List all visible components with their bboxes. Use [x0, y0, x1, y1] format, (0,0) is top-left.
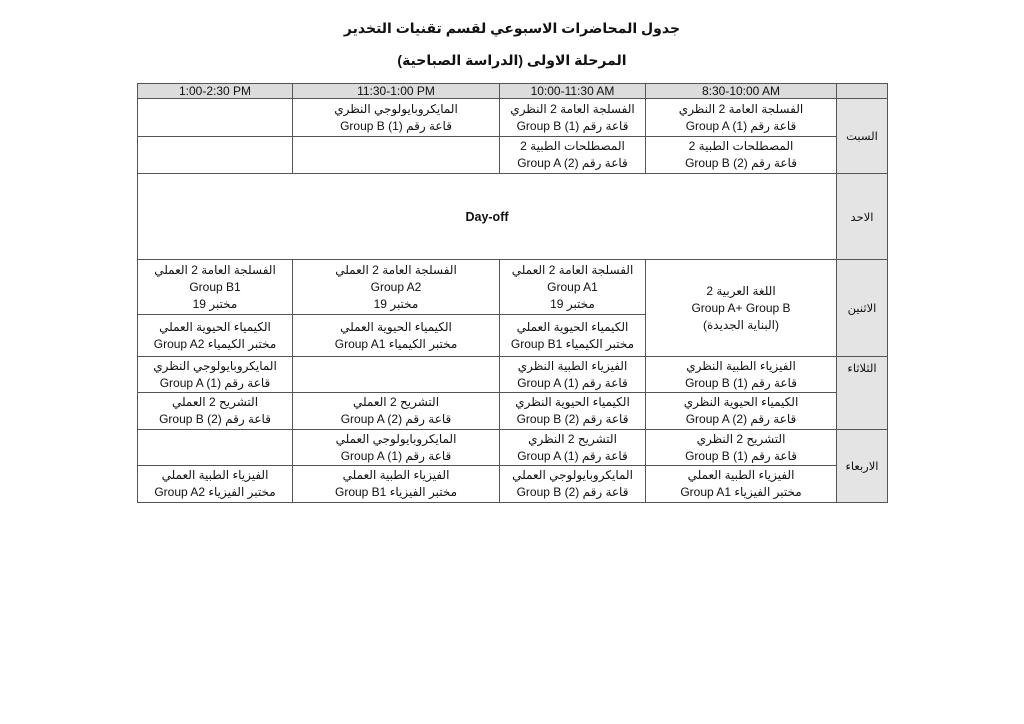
sat-r2-c4: المصطلحات الطبية 2 Group B (2) قاعة رقم [646, 137, 837, 174]
day-off-cell: Day-off [138, 174, 837, 260]
header-corner [837, 84, 888, 99]
tue-row-2 [138, 393, 888, 430]
sun-row [138, 174, 888, 260]
wed-r2-c3: المايكروبايولوجي العملي Group B (2) قاعة رقم [500, 466, 646, 503]
tue-r2-c3: الكيمياء الحيوية النظري Group B (2) قاعة رقم [500, 393, 646, 430]
page-subtitle: المرحلة الاولى (الدراسة الصباحية) [397, 52, 627, 68]
sat-r2-c1 [138, 137, 293, 174]
wed-row-1 [138, 430, 888, 466]
tue-r2-c4: الكيمياء الحيوية النظري Group A (2) قاعة رقم [646, 393, 837, 430]
mon-r1-c3: الفسلجة العامة 2 العملي Group A1 مختبر 19 [500, 260, 646, 315]
mon-r1-c1: الفسلجة العامة 2 العملي Group B1 مختبر 19 [138, 260, 293, 315]
wed-r2-c2: الفيزياء الطبية العملي Group B1 مختبر الفيزياء [293, 466, 500, 503]
sat-r1-c3: الفسلجة العامة 2 النظري Group B (1) قاعة رقم [500, 99, 646, 137]
tue-r1-c3: الفيزياء الطبية النظري Group A (1) قاعة رقم [500, 357, 646, 393]
header-row [138, 84, 888, 99]
tue-r1-c2 [293, 357, 500, 393]
wed-r1-c2: المايكروبايولوجي العملي Group A (1) قاعة رقم [293, 430, 500, 466]
day-monday: الاثنين [837, 260, 888, 357]
tue-row-1 [138, 357, 888, 393]
day-wednesday: الاربعاء [837, 430, 888, 503]
day-sunday: الاحد [837, 174, 888, 260]
wed-r2-c1: الفيزياء الطبية العملي Group A2 مختبر الفيزياء [138, 466, 293, 503]
wed-r1-c3: التشريح 2 النظري Group A (1) قاعة رقم [500, 430, 646, 466]
header-0830: 8:30-10:00 AM [646, 84, 837, 99]
tue-r2-c2: التشريح 2 العملي Group A (2) قاعة رقم [293, 393, 500, 430]
mon-r1-c4: اللغة العربية 2 Group A+ Group B (البناية الجديدة) [646, 260, 837, 357]
header-1130: 11:30-1:00 PM [293, 84, 500, 99]
sat-r1-c2: المايكروبايولوجي النظري Group B (1) قاعة رقم [293, 99, 500, 137]
sat-row-2 [138, 137, 888, 174]
header-1000: 10:00-11:30 AM [500, 84, 646, 99]
sat-row-1 [138, 99, 888, 137]
mon-row-1 [138, 260, 888, 315]
tue-r1-c4: الفيزياء الطبية النظري Group B (1) قاعة رقم [646, 357, 837, 393]
day-saturday: السبت [837, 99, 888, 174]
wed-r1-c1 [138, 430, 293, 466]
schedule-table [137, 83, 888, 503]
tue-r2-c1: التشريح 2 العملي Group B (2) قاعة رقم [138, 393, 293, 430]
sat-r2-c3: المصطلحات الطبية 2 Group A (2) قاعة رقم [500, 137, 646, 174]
page-title: جدول المحاضرات الاسبوعي لقسم تقنيات التخدير [343, 20, 681, 36]
day-tuesday: الثلاثاء [837, 357, 888, 430]
wed-row-2 [138, 466, 888, 503]
wed-r1-c4: التشريح 2 النظري Group B (1) قاعة رقم [646, 430, 837, 466]
mon-r2-c2: الكيمياء الحيوية العملي Group A1 مختبر الكيمياء [293, 315, 500, 357]
mon-r2-c3: الكيمياء الحيوية العملي Group B1 مختبر الكيمياء [500, 315, 646, 357]
mon-r1-c2: الفسلجة العامة 2 العملي Group A2 مختبر 19 [293, 260, 500, 315]
sat-r1-c1 [138, 99, 293, 137]
wed-r2-c4: الفيزياء الطبية العملي Group A1 مختبر الفيزياء [646, 466, 837, 503]
header-1300: 1:00-2:30 PM [138, 84, 293, 99]
sat-r1-c4: الفسلجة العامة 2 النظري Group A (1) قاعة رقم [646, 99, 837, 137]
sat-r2-c2 [293, 137, 500, 174]
mon-r2-c1: الكيمياء الحيوية العملي Group A2 مختبر الكيمياء [138, 315, 293, 357]
tue-r1-c1: المايكروبايولوجي النظري Group A (1) قاعة رقم [138, 357, 293, 393]
